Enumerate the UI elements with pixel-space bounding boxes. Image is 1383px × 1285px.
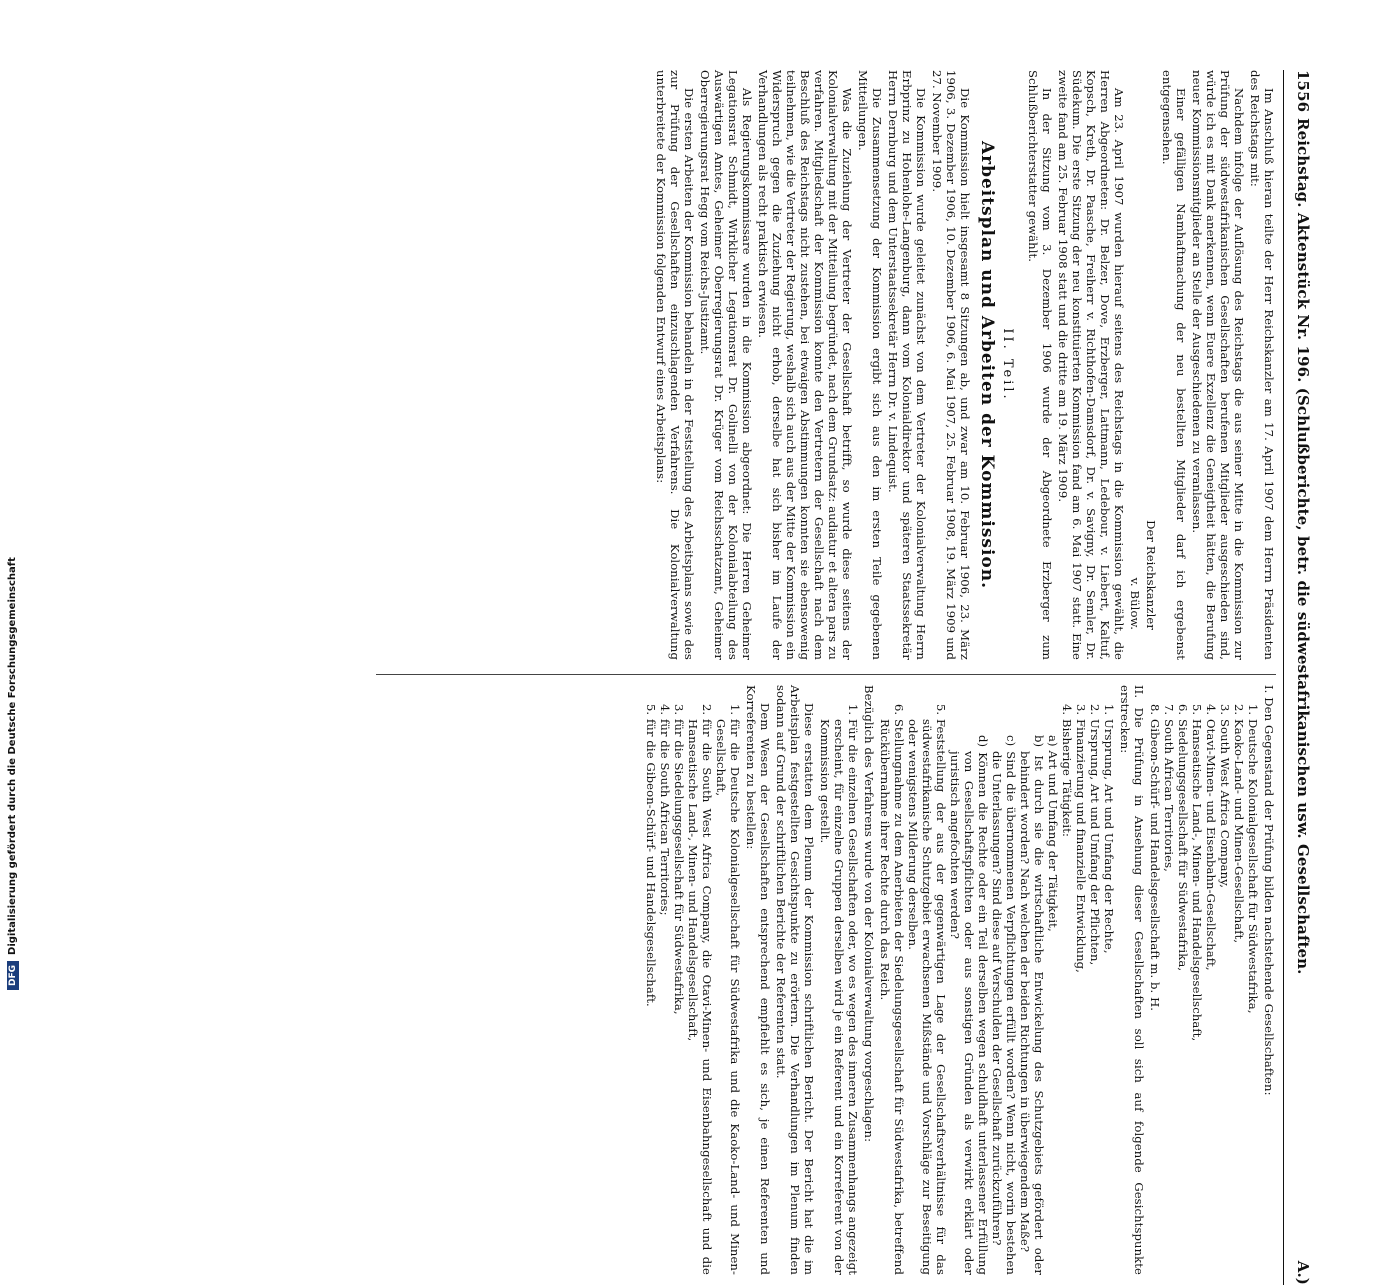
criteria-item: 6. Stellungnahme zu dem Anerbieten der Siedelungsgesellschaft für Südwestafrika, betreffend Rückübernahme ihrer Rechte durch das Reich. bbox=[878, 719, 906, 1275]
criteria-item bbox=[948, 719, 1074, 1275]
column-divider bbox=[376, 674, 1276, 675]
sub-label: d) bbox=[976, 735, 990, 748]
sub-label: c) bbox=[1004, 735, 1018, 747]
referent-item: 1. für die Deutsche Kolonialgesellschaft für Südwestafrika und die Kaoko-Land- und Minen-Gesellschaft, bbox=[714, 719, 742, 1275]
page-header bbox=[1283, 70, 1310, 1285]
paragraph: Die Kommission hielt insgesamt 8 Sitzungen ab, und zwar am 10. Februar 1906, 23. März 1906, 3. Dezember 1906, 10. Dezember 1906, 6. Mai 1907, 25. Februar 1908, 19. März 1909 und 27. November 1909. bbox=[930, 70, 972, 660]
sub-text: Können die Rechte oder ein Teil derselben wegen schuldhaft unterlassener Erfüllung von Gesellschaftspflichten oder aus sonstigen Gründen als verwirkt erklärt oder juristisch angefochten werden? bbox=[948, 751, 990, 1275]
dfg-logo: DFG bbox=[7, 961, 19, 990]
company-item: 8. Gibeon-Schürf- und Handelsgesellschaft m. b. H. bbox=[1148, 719, 1162, 1275]
quoted-letter-close: Einer gefälligen Namhaftmachung der neu bestellten Mitglieder darf ich ergebenst entgegensehen. bbox=[1160, 70, 1188, 660]
funding-footer-strip bbox=[0, 0, 28, 1000]
sub-text: Ist durch sie die wirtschaftliche Entwickelung des Schutzgebiets gefördert oder behindert worden? Nach welchen der beiden Richtungen in überwiegendem Maße? bbox=[1018, 751, 1046, 1275]
sub-criteria-item bbox=[948, 735, 990, 1275]
paragraph: Am 23. April 1907 wurden hierauf seitens des Reichstags in die Kommission gewählt, die Herren Abgeordneten: Dr. Belzer, Dove, Erzberger, Lattmann, Ledebour, v. Liebert, Kaltuf, Kopsch, Kreth, Dr. Paasche, Freiherr v. Richthofen-Damsdorf, Dr. v. Savigny, Dr. Semler, Dr. Südekum. Die erste Sitzung der neu konstituierten Kommission fand am 6. Mai 1907 statt. Eine zweite fand am 25. Februar 1908 statt und die dritte am 19. März 1909. bbox=[1056, 70, 1126, 660]
sub-label: b) bbox=[1032, 735, 1046, 748]
quoted-letter: Nachdem infolge der Auflösung des Reichstags die aus seiner Mitte in die Kommission zur Prüfung der südwestafrikanischen Gesellschaften berufenen Mitglieder ausgeschieden sind, würde ich es mit Dank anerkennen, wenn Euere Exzellenz die Geneigtheit hätten, die Berufung neuer Kommissionsmitglieder an Stelle der Ausgeschiedenen zu veranlassen. bbox=[1190, 70, 1246, 660]
sub-text: Sind die übernommenen Verpflichtungen erfüllt worden? Wenn nicht, worin bestehen die Unterlassungen? Sind diese auf Verschulden der Gesellschaft zurückzuführen? bbox=[990, 751, 1018, 1275]
criteria-item: 3. Finanzierung und finanzielle Entwicklung, bbox=[1074, 719, 1088, 1275]
company-item: 5. Hanseatische Land-, Minen- und Handelsgesellschaft, bbox=[1190, 719, 1204, 1275]
paragraph: In der Sitzung vom 3. Dezember 1906 wurde der Abgeordnete Erzberger zum Schlußberichterstatter gewählt. bbox=[1026, 70, 1054, 660]
referent-item: 3. für die Siedelungsgesellschaft für Südwestafrika, bbox=[672, 719, 686, 1275]
plan-item-II: II. Die Prüfung in Ansehung dieser Gesellschaften soll sich auf folgende Gesichtspunkte erstrecken: bbox=[1118, 685, 1146, 1275]
running-title-suffix: A.) bbox=[1294, 1260, 1312, 1285]
company-item: 6. Siedelungsgesellschaft für Südwestafrika, bbox=[1176, 719, 1190, 1275]
paragraph: Dem Wesen der Gesellschaften entsprechend empfiehlt es sich, je einen Referenten und Korreferenten zu bestellen: bbox=[744, 685, 772, 1275]
part-heading: II. Teil. bbox=[1000, 328, 1015, 402]
paragraph: Als Regierungskommissare wurden in die Kommission abgeordnet: Die Herren Geheimer Legationsrat Schmidt, Wirklicher Legationsrat Dr. Golinelli von der Kolonialabteilung des Auswärtigen Amtes, Geheimer Oberregierungsrat Dr. Krüger vom Reichsschatzamt, Geheimer Oberregierungsrat Hegg vom Reichs-Justizamt. bbox=[698, 70, 754, 660]
page-number: 1556 bbox=[1294, 70, 1312, 113]
company-item: 3. South West Africa Company, bbox=[1218, 719, 1232, 1275]
sub-criteria-item bbox=[1018, 735, 1046, 1275]
sub-text: Art und Umfang der Tätigkeit, bbox=[1046, 750, 1060, 932]
signature-title: Der Reichskanzler bbox=[1144, 520, 1158, 630]
running-title: Reichstag. Aktenstück Nr. 196. (Schlußberichte, betr. die südwestafrikanischen usw. Gesellschaften. bbox=[1294, 118, 1312, 975]
referent-item: 4. für die South African Territories; bbox=[658, 719, 672, 1275]
paragraph: Die ersten Arbeiten der Kommission behandeln in der Feststellung des Arbeitsplans sowie des zur Prüfung der Gesellschaften einzuschlagenden Verfahrens. Die Kolonialverwaltung unterbreitete der Kommission folgenden Entwurf eines Arbeitsplans: bbox=[654, 70, 696, 660]
criteria-item-text: Bisherige Tätigkeit: bbox=[1060, 719, 1074, 837]
signature-name: v. Bülow. bbox=[1128, 577, 1142, 630]
paragraph: Die Kommission wurde geleitet zunächst von dem Vertreter der Kolonialverwaltung Herrn Erbprinz zu Hohenlohe-Langenburg, dann vom Kolonialdirektor und späteren Staatssekretär Herrn Dernburg und dem Unterstaatssekretär Herrn Dr. v. Lindequist. bbox=[886, 70, 928, 660]
right-column bbox=[376, 685, 1276, 1275]
section-title: Arbeitsplan und Arbeiten der Kommission. bbox=[977, 140, 997, 590]
sub-label: a) bbox=[1046, 735, 1060, 747]
procedure-list bbox=[818, 685, 860, 1275]
paragraph: Was die Zuziehung der Vertreter der Gesellschaft betrifft, so wurde diese seitens der Kolonialverwaltung mit der Mitteilung begründet, nach dem Grundsatz: audiatur et altera pars zu verfahren. Mitgliedschaft der Kommission konnte den Vertretern der Gesellschaft nach dem Beschluß des Reichstags nicht zustehen, bei etwaigen Abstimmungen konnten sie ebensowenig teilnehmen, wie die Vertreter der Regierung, weshalb sich auch aus der Mitte der Kommission ein Widerspruch gegen die Zuziehung nicht erhob, derselbe hat sich bisher im Laufe der Verhandlungen als recht praktisch erwiesen. bbox=[756, 70, 854, 660]
company-item: 2. Kaoko-Land- und Minen-Gesellschaft, bbox=[1232, 719, 1246, 1275]
referent-item: 2. für die South West Africa Company, die Otavi-Minen- und Eisenbahngesellschaft und die Hanseatische Land-, Minen- und Handelsgesellschaft, bbox=[686, 719, 714, 1275]
sub-criteria-item bbox=[990, 735, 1018, 1275]
referent-list bbox=[644, 685, 742, 1275]
referent-item: 5. für die Gibeon-Schürf- und Handelsgesellschaft. bbox=[644, 719, 658, 1275]
company-item: 4. Otavi-Minen- und Eisenbahn-Gesellschaft, bbox=[1204, 719, 1218, 1275]
criteria-list bbox=[878, 685, 1116, 1275]
company-item: 7. South African Territories, bbox=[1162, 719, 1176, 1275]
criteria-item: 2. Ursprung, Art und Umfang der Pflichten, bbox=[1088, 719, 1102, 1275]
criteria-item: 1. Ursprung, Art und Umfang der Rechte, bbox=[1102, 719, 1116, 1275]
funding-note: Digitalisierung gefördert durch die Deutsche Forschungsgemeinschaft bbox=[7, 557, 18, 955]
left-column bbox=[376, 70, 1276, 660]
paragraph: Die Zusammensetzung der Kommission ergibt sich aus den im ersten Teile gegebenen Mitteilungen. bbox=[856, 70, 884, 660]
sub-criteria-list bbox=[948, 719, 1060, 1275]
plan-item-I: I. Den Gegenstand der Prüfung bilden nachstehende Gesellschaften: bbox=[1262, 685, 1276, 1096]
procedure-intro: Bezüglich des Verfahrens wurde von der Kolonialverwaltung vorgeschlagen: bbox=[862, 685, 876, 1143]
paragraph: Diese erstatten dem Plenum der Kommission schriftlichen Bericht. Der Bericht hat die im Arbeitsplan festgestellten Gesichtspunkte zu erörtern. Die Verhandlungen im Plenum finden sodann auf Grund der schriftlichen Berichte der Referenten statt. bbox=[774, 685, 816, 1275]
criteria-item: 5. Feststellung der aus der gegenwärtigen Lage der Gesellschaftsverhältnisse für das südwestafrikanische Schutzgebiet erwachsenen Mißstände und Vorschläge zur Beseitigung oder wenigstens Milderung derselben. bbox=[906, 719, 948, 1275]
paragraph: Im Anschluß hieran teilte der Herr Reichskanzler am 17. April 1907 dem Herrn Präsidenten des Reichstags mit: bbox=[1248, 70, 1276, 660]
procedure-item: 1. Für die einzelnen Gesellschaften oder, wo es wegen des inneren Zusammenhangs angezeigt erscheint, für einzelne Gruppen derselben wird je ein Referent und ein Korreferent von der Kommission gestellt. bbox=[818, 719, 860, 1275]
funding-footer bbox=[7, 557, 19, 990]
rotated-document-page bbox=[95, 70, 1312, 1285]
company-list bbox=[1148, 685, 1260, 1275]
company-item: 1. Deutsche Kolonialgesellschaft für Südwestafrika, bbox=[1246, 719, 1260, 1275]
sub-criteria-item bbox=[1046, 735, 1060, 1275]
